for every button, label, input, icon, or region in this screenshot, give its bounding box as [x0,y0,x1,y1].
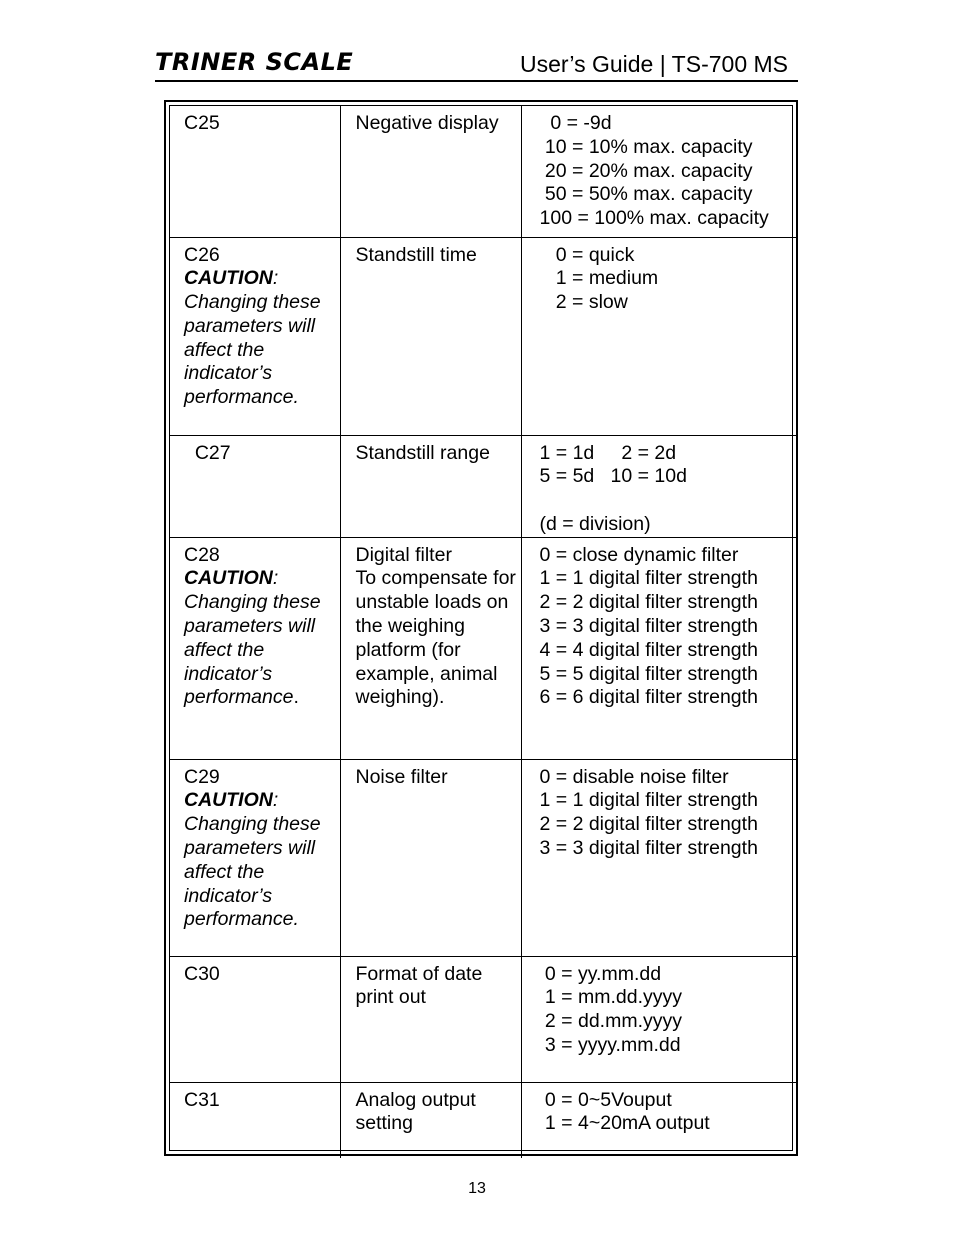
table-row [170,537,796,759]
caution-note [184,567,340,710]
parameter-description: Noise filter [340,759,521,956]
table-row [170,1082,796,1158]
caution-end: . [293,686,299,709]
table-row [170,435,796,537]
caution-label: CAUTION [184,267,273,290]
table-row [170,956,796,1082]
caution-note [184,789,340,932]
parameter-code-cell [170,106,340,237]
page-number: 13 [468,1180,486,1197]
parameter-code: C30 [184,962,220,985]
caution-text: : Changing these parameters will affect the indicator’s performance. [184,267,321,409]
parameter-code: C31 [184,1088,220,1111]
parameter-values: 0 = close dynamic filter 1 = 1 digital filter strength 2 = 2 digital filter strength 3 = 3 digital filter strength 4 = 4 digital filter strength 5 = 5 digital filter strength 6 = 6 digital filter strength [521,537,796,759]
caution-label: CAUTION [184,567,273,590]
parameter-description: Standstill range [340,435,521,537]
parameter-values: 1 = 1d 2 = 2d 5 = 5d 10 = 10d (d = division) [521,435,796,537]
parameter-table-inner [169,105,793,1151]
parameter-values: 0 = 0~5Vouput 1 = 4~20mA output [544,1088,710,1135]
parameter-description: Format of date print out [340,956,521,1082]
parameter-values: 0 = quick 1 = medium 2 = slow [521,237,796,435]
parameter-description: Analog output setting [340,1082,521,1158]
page-header [155,46,798,82]
parameter-code: C28 [184,543,220,566]
parameter-values: 0 = -9d 10 = 10% max. capacity 20 = 20% max. capacity 50 = 50% max. capacity 100 = 100% max. capacity [521,106,796,237]
parameter-values: 0 = disable noise filter 1 = 1 digital filter strength 2 = 2 digital filter strength 3 = 3 digital filter strength [521,759,796,956]
parameter-description: Negative display [340,106,521,237]
guide-title: User’s Guide | TS-700 MS [519,51,788,77]
parameter-table [170,106,796,1158]
parameter-code-cell [170,1082,340,1158]
parameter-code-cell [170,435,340,537]
parameter-values: 0 = yy.mm.dd 1 = mm.dd.yyyy 2 = dd.mm.yyyy 3 = yyyy.mm.dd [521,956,796,1082]
caution-note [184,267,340,410]
brand-logo: TRINER SCALE [155,48,354,76]
table-row [170,237,796,435]
parameter-description: Digital filter To compensate for unstable loads on the weighing platform (for example, animal weighing). [340,537,521,759]
table-row [170,759,796,956]
caution-text: : Changing these parameters will affect the indicator’s performance. [184,789,321,931]
parameter-code-cell [170,237,340,435]
parameter-code: C27 [184,441,231,464]
parameter-code: C29 [184,765,220,788]
parameter-table-frame [164,100,798,1156]
parameter-code-cell [170,537,340,759]
table-row [170,106,796,237]
parameter-code: C26 [184,243,220,266]
caution-label: CAUTION [184,789,273,812]
parameter-description: Standstill time [340,237,521,435]
parameter-code-cell [170,759,340,956]
caution-text: : Changing these parameters will affect the indicator’s performance [184,567,321,709]
parameter-code: C25 [184,112,220,134]
parameter-code-cell [170,956,340,1082]
